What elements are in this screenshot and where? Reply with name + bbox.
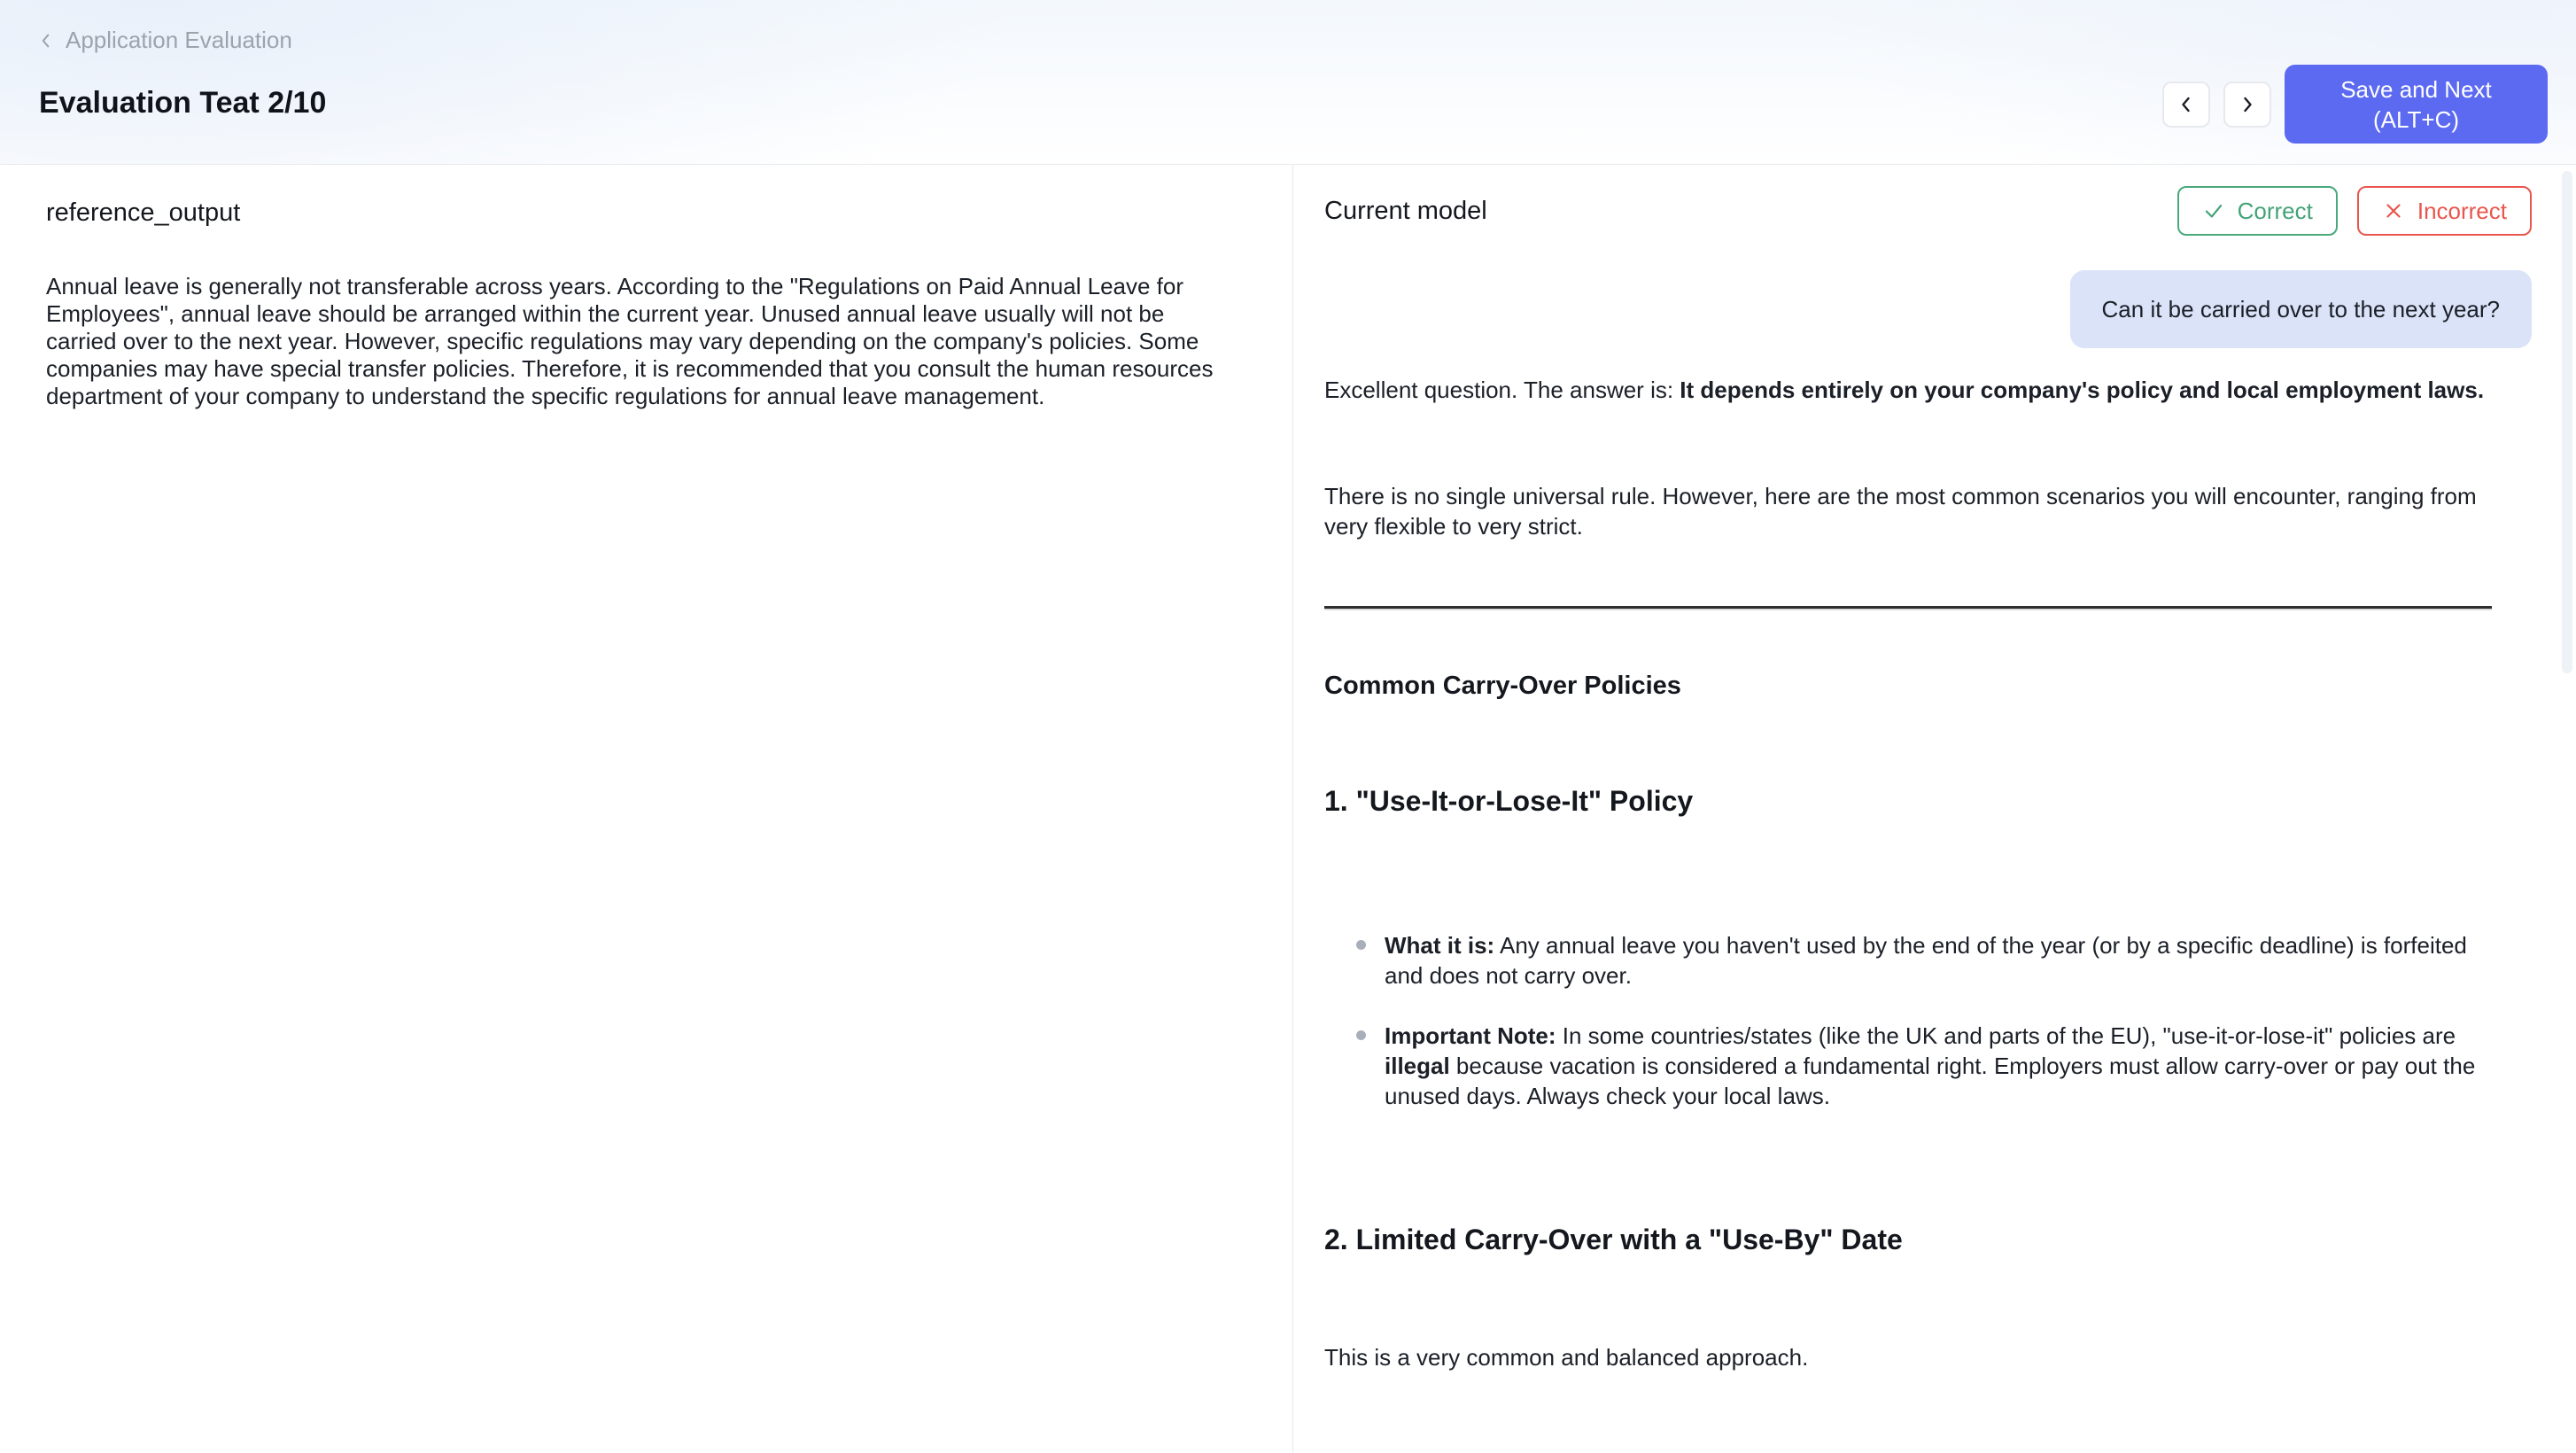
answer-p1-prefix: Excellent question. The answer is: [1324,377,1680,403]
incorrect-button-label: Incorrect [2417,197,2507,224]
li2-text2: because vacation is considered a fundamental right. Employers must allow carry-over or pay out the unused days. Always check your local laws. [1385,1053,2476,1109]
answer-p1-bold: It depends entirely on your company's policy and local employment laws. [1680,377,2485,403]
answer-paragraph-2: There is no single universal rule. However, here are the most common scenarios you will encounter, ranging from very flexible to very strict. [1324,483,2477,540]
li2-text1: In some countries/states (like the UK and parts of the EU), "use-it-or-lose-it" policies are [1556,1022,2456,1049]
current-model-header-row [1324,186,2532,236]
breadcrumb-label: Application Evaluation [66,27,292,53]
reference-output-text: Annual leave is generally not transferable across years. According to the "Regulations on Paid Annual Leave for Employees", annual leave should be arranged within the current year. Unused annual leave usually will not be carried over to the next year. However, specific regulations may vary depending on the company's policies. Some companies may have special transfer policies. Therefore, it is recommended that you consult the human resources department of your company to understand the specific regulations for annual leave management. [46,273,1214,409]
save-button-label-line1: Save and Next [2340,75,2492,103]
chevron-right-icon [2237,94,2258,115]
answer-policy-1-heading: 1. "Use-It-or-Lose-It" Policy [1324,785,1694,817]
current-model-panel [1293,165,2576,1452]
next-button[interactable] [2223,82,2271,128]
model-answer [1324,375,2492,1372]
answer-bullet-list [1324,930,2492,1111]
current-model-heading: Current model [1324,197,1487,225]
correct-button[interactable] [2177,186,2338,236]
reference-output-panel [0,165,1293,1452]
answer-paragraph-3: This is a very common and balanced approach. [1324,1344,1809,1371]
answer-section-heading: Common Carry-Over Policies [1324,672,1681,700]
li1-text: Any annual leave you haven't used by the end of the year (or by a specific deadline) is forfeited and does not carry over. [1385,932,2467,989]
answer-policy-2-heading: 2. Limited Carry-Over with a "Use-By" Date [1324,1224,1903,1255]
main-content [0,165,2576,1452]
chevron-left-icon [2176,94,2197,115]
save-and-next-button[interactable] [2285,65,2548,144]
divider [1324,606,2492,609]
check-icon [2202,199,2225,222]
li2-bold1: Important Note: [1385,1022,1556,1049]
user-message-bubble: Can it be carried over to the next year? [2070,270,2532,348]
chevron-left-icon [36,31,56,51]
scrollbar-thumb[interactable] [2562,171,2572,673]
header [0,0,2576,165]
header-actions [2162,65,2548,144]
judgement-buttons [2177,186,2532,236]
save-button-label-line2: (ALT+C) [2372,105,2460,133]
list-item [1324,930,2492,991]
answer-paragraph-1 [1324,375,2492,405]
page-title: Evaluation Teat 2/10 [39,86,327,120]
li1-bold: What it is: [1385,932,1495,959]
incorrect-button[interactable] [2357,186,2532,236]
previous-button[interactable] [2162,82,2210,128]
li2-bold2: illegal [1385,1053,1450,1079]
correct-button-label: Correct [2237,197,2313,224]
list-item [1324,1021,2492,1111]
breadcrumb[interactable] [36,27,292,54]
x-icon [2382,199,2405,222]
reference-output-heading: reference_output [46,198,241,227]
